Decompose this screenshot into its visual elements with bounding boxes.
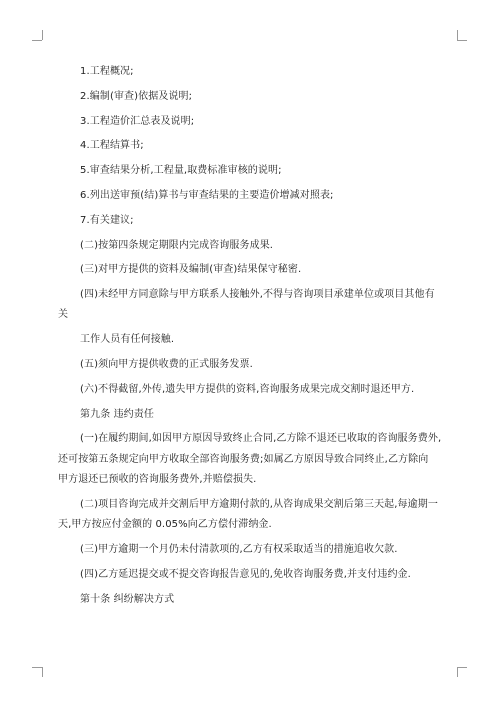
- paragraph-line: 还可按第五条规定向甲方收取全部咨询服务费;如属乙方原因导致合同终止,乙方除向: [58, 453, 429, 465]
- crop-mark-bottom-left-horizontal: [32, 667, 42, 668]
- paragraph-line: 3.工程造价汇总表及说明;: [80, 115, 195, 127]
- paragraph-line: 甲方退还已预收的咨询服务费外,并赔偿损失.: [58, 474, 257, 486]
- paragraph-line: 1.工程概况;: [80, 66, 134, 77]
- crop-mark-bottom-right-horizontal: [457, 667, 467, 668]
- paragraph-line: 关: [58, 309, 69, 321]
- paragraph-line: 天,甲方按应付金额的 0.05%向乙方偿付滞纳金.: [58, 519, 272, 531]
- paragraph-line: (二)按第四条规定期限内完成咨询服务成果.: [80, 239, 274, 251]
- paragraph-line: (四)乙方延迟提交或不提交咨询报告意见的,免收咨询服务费,并支付违约金.: [80, 568, 411, 580]
- crop-mark-top-right-horizontal: [457, 40, 467, 41]
- crop-mark-top-right-vertical: [457, 30, 458, 40]
- paragraph-line: 2.编制(审查)依据及说明;: [80, 90, 193, 102]
- paragraph-line: (二)项目咨询完成并交割后甲方逾期付款的,从咨询成果交割后第三天起,每逾期一: [80, 498, 438, 510]
- section-heading: 第九条 违约责任: [80, 408, 154, 420]
- paragraph-line: (六)不得截留,外传,遗失甲方提供的资料,咨询服务成果完成交割时退还甲方.: [80, 383, 415, 395]
- paragraph-line: 工作人员有任何接触.: [80, 334, 175, 346]
- paragraph-line: 5.审查结果分析,工程量,取费标准审核的说明;: [80, 165, 282, 177]
- paragraph-line: (四)未经甲方同意除与甲方联系人接触外,不得与咨询项目承建单位或项目其他有: [80, 289, 435, 301]
- crop-mark-bottom-right-vertical: [457, 667, 458, 677]
- crop-mark-bottom-left-vertical: [42, 667, 43, 677]
- section-heading: 第十条 纠纷解决方式: [80, 593, 175, 605]
- paragraph-line: (三)甲方逾期一个月仍未付清款项的,乙方有权采取适当的措施追收欠款.: [80, 543, 398, 555]
- paragraph-line: 4.工程结算书;: [80, 140, 144, 152]
- crop-mark-top-left-vertical: [42, 30, 43, 40]
- document-body: [58, 62, 454, 614]
- paragraph-line: 7.有关建议;: [80, 214, 134, 226]
- paragraph-line: 6.列出送审预(结)算书与审查结果的主要造价增减对照表;: [80, 189, 334, 201]
- paragraph-line: (五)须向甲方提供收费的正式服务发票.: [80, 359, 253, 371]
- paragraph-line: (三)对甲方提供的资料及编制(审查)结果保守秘密.: [80, 264, 302, 276]
- crop-mark-top-left-horizontal: [32, 40, 42, 41]
- paragraph-line: (一)在履约期间,如因甲方原因导致终止合同,乙方除不退还已收取的咨询服务费外,: [80, 433, 442, 445]
